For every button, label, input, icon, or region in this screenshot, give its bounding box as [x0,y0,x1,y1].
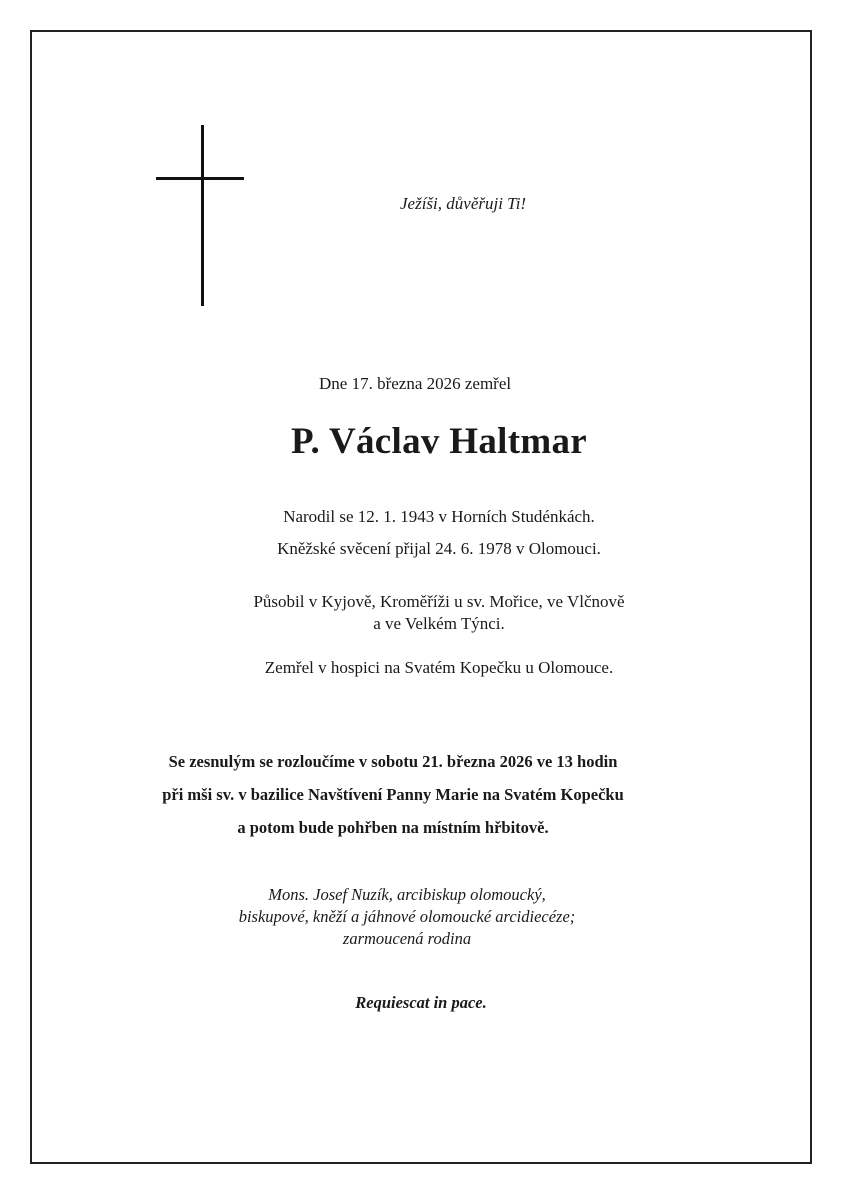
mourners-line-2: biskupové, kněží a jáhnové olomoucké arcidiecéze; [238,907,576,926]
death-intro: Dne 17. března 2026 zemřel [319,374,512,393]
funeral-line-3: a potom bude pohřben na místním hřbitově. [237,818,549,837]
service-line-2: a ve Velkém Týnci. [373,614,505,633]
birth-info: Narodil se 12. 1. 1943 v Horních Studénkách. [283,507,595,526]
ordination-info: Kněžské svěcení přijal 24. 6. 1978 v Olomouci. [277,539,601,558]
mourners-line-1: Mons. Josef Nuzík, arcibiskup olomoucký, [268,885,546,904]
cross-vertical-bar [201,125,204,306]
mourners-line-3: zarmoucená rodina [342,929,472,948]
cross-horizontal-bar [156,177,244,180]
motto: Ježíši, důvěřuji Ti! [400,194,527,213]
service-line-1: Působil v Kyjově, Kroměříži u sv. Mořice, ve Vlčnově [253,592,625,611]
funeral-line-2: při mši sv. v bazilice Navštívení Panny Marie na Svatém Kopečku [162,785,624,804]
funeral-line-1: Se zesnulým se rozloučíme v sobotu 21. března 2026 ve 13 hodin [168,752,618,771]
deceased-name: P. Václav Haltmar [291,421,587,462]
closing-prayer: Requiescat in pace. [355,993,487,1012]
death-place: Zemřel v hospici na Svatém Kopečku u Olomouce. [264,658,614,677]
cross-icon [156,125,244,306]
